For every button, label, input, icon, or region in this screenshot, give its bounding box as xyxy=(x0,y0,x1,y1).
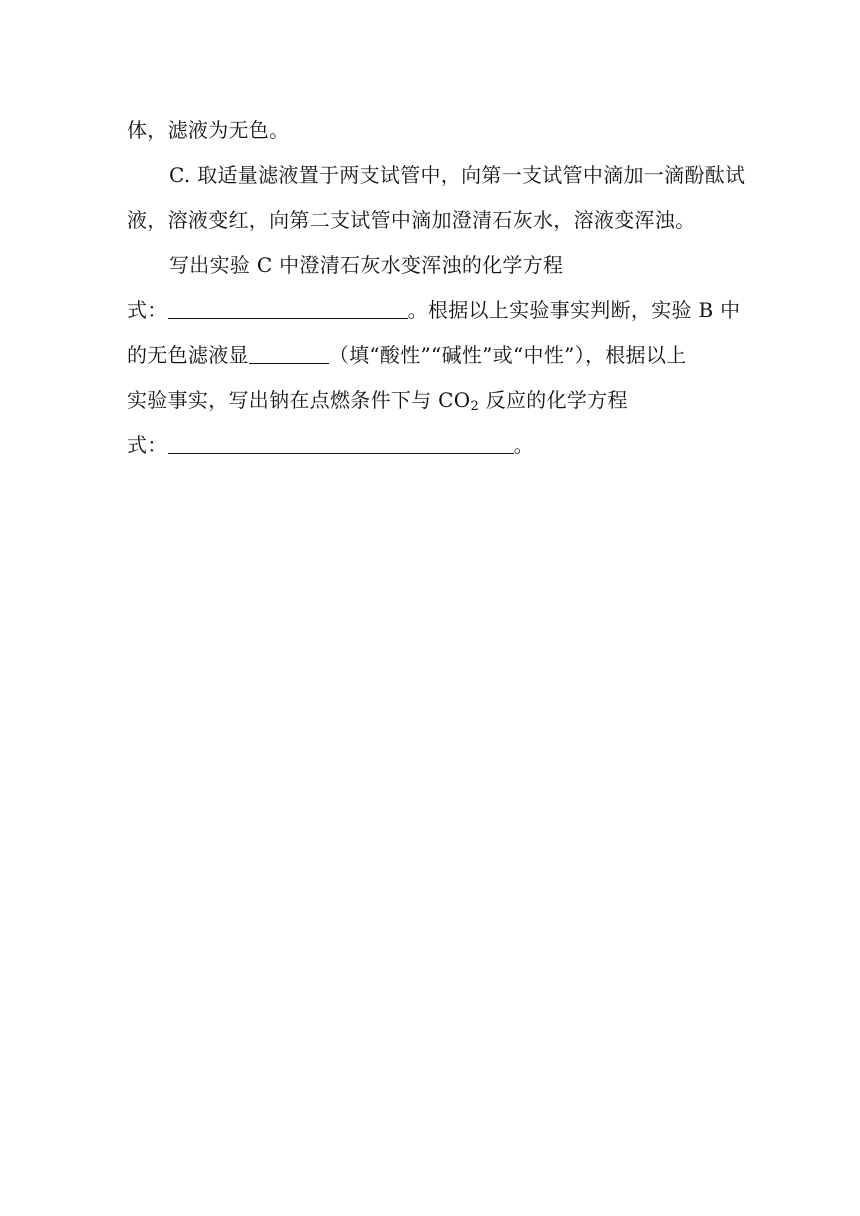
text-line-5 xyxy=(127,288,739,333)
line-5-suffix: 。根据以上实验事实判断，实验 B 中 xyxy=(407,298,741,322)
line-7-suffix: 反应的化学方程 xyxy=(479,388,628,412)
line-8-suffix: 。 xyxy=(513,433,534,457)
answer-blank-3[interactable] xyxy=(168,427,514,454)
line-5-prefix: 式： xyxy=(127,298,168,322)
text-line-4: 写出实验 C 中澄清石灰水变浑浊的化学方程 xyxy=(169,253,564,277)
answer-blank-1[interactable] xyxy=(168,292,408,319)
text-line-8 xyxy=(127,423,739,468)
text-line-3: 液，溶液变红，向第二支试管中滴加澄清石灰水，溶液变浑浊。 xyxy=(127,208,696,232)
line-6-prefix: 的无色滤液显 xyxy=(127,343,249,367)
answer-blank-2[interactable] xyxy=(249,337,329,364)
line-6-suffix: （填“酸性”“碱性”或“中性”），根据以上 xyxy=(328,343,687,367)
question-text xyxy=(127,108,746,468)
text-line-1: 体，滤液为无色。 xyxy=(127,118,290,142)
text-line-2: C. 取适量滤液置于两支试管中，向第一支试管中滴加一滴酚酞试 xyxy=(169,163,746,187)
text-line-7 xyxy=(127,378,739,423)
line-7-prefix: 实验事实，写出钠在点燃条件下与 CO xyxy=(127,388,471,412)
co2-subscript: 2 xyxy=(470,399,480,414)
text-line-6 xyxy=(127,333,739,378)
line-8-prefix: 式： xyxy=(127,433,168,457)
